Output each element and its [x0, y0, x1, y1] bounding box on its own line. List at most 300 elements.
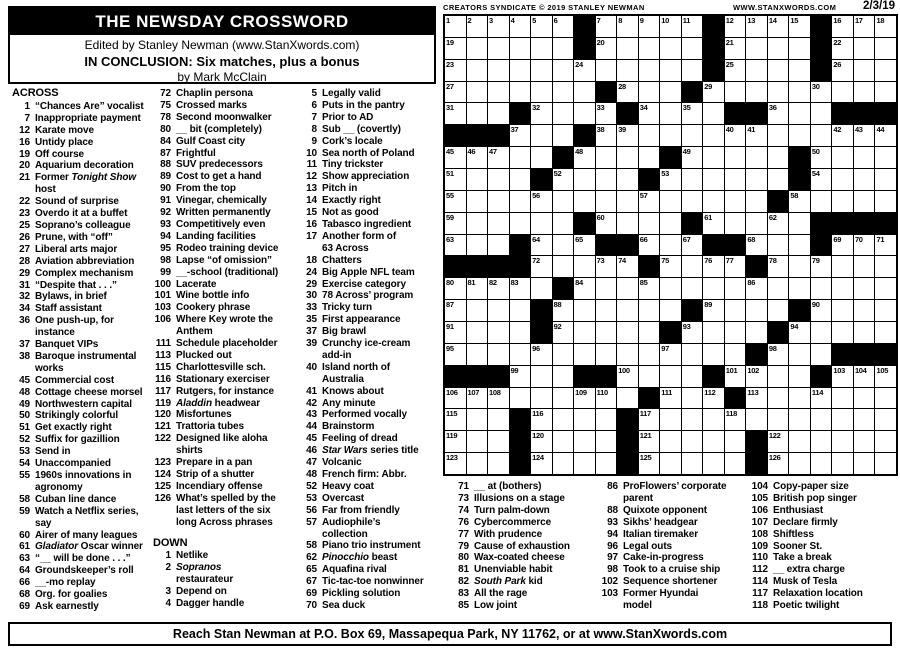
grid-cell[interactable] [832, 16, 853, 37]
grid-cell[interactable] [488, 82, 509, 103]
grid-cell[interactable] [445, 169, 466, 190]
grid-cell[interactable] [553, 16, 574, 37]
grid-cell[interactable] [854, 453, 875, 474]
grid-cell[interactable] [811, 103, 832, 124]
grid-cell[interactable] [510, 82, 531, 103]
grid-cell[interactable] [768, 431, 789, 452]
grid-cell[interactable] [789, 125, 810, 146]
grid-cell[interactable] [703, 453, 724, 474]
grid-cell[interactable] [510, 366, 531, 387]
grid-cell[interactable] [553, 322, 574, 343]
grid-cell[interactable] [725, 453, 746, 474]
grid-cell[interactable] [467, 388, 488, 409]
grid-cell[interactable] [617, 366, 638, 387]
grid-cell[interactable] [553, 235, 574, 256]
grid-cell[interactable] [832, 322, 853, 343]
grid-cell[interactable] [488, 388, 509, 409]
grid-cell[interactable] [832, 235, 853, 256]
grid-cell[interactable] [682, 344, 703, 365]
grid-cell[interactable] [596, 256, 617, 277]
grid-cell[interactable] [660, 366, 681, 387]
grid-cell[interactable] [660, 213, 681, 234]
grid-cell[interactable] [445, 60, 466, 81]
grid-cell[interactable] [768, 235, 789, 256]
grid-cell[interactable] [746, 388, 767, 409]
grid-cell[interactable] [553, 300, 574, 321]
grid-cell[interactable] [703, 191, 724, 212]
grid-cell[interactable] [832, 409, 853, 430]
grid-cell[interactable] [639, 125, 660, 146]
grid-cell[interactable] [553, 103, 574, 124]
grid-cell[interactable] [531, 409, 552, 430]
grid-cell[interactable] [639, 366, 660, 387]
grid-cell[interactable] [467, 344, 488, 365]
grid-cell[interactable] [789, 388, 810, 409]
grid-cell[interactable] [725, 344, 746, 365]
grid-cell[interactable] [553, 256, 574, 277]
grid-cell[interactable] [596, 278, 617, 299]
grid-cell[interactable] [789, 431, 810, 452]
grid-cell[interactable] [596, 409, 617, 430]
grid-cell[interactable] [832, 256, 853, 277]
grid-cell[interactable] [531, 431, 552, 452]
grid-cell[interactable] [725, 300, 746, 321]
grid-cell[interactable] [725, 16, 746, 37]
grid-cell[interactable] [811, 169, 832, 190]
grid-cell[interactable] [445, 38, 466, 59]
grid-cell[interactable] [445, 235, 466, 256]
grid-cell[interactable] [531, 125, 552, 146]
grid-cell[interactable] [488, 431, 509, 452]
grid-cell[interactable] [832, 388, 853, 409]
grid-cell[interactable] [488, 60, 509, 81]
grid-cell[interactable] [746, 16, 767, 37]
grid-cell[interactable] [875, 38, 896, 59]
grid-cell[interactable] [488, 16, 509, 37]
grid-cell[interactable] [725, 366, 746, 387]
grid-cell[interactable] [768, 388, 789, 409]
grid-cell[interactable] [703, 300, 724, 321]
grid-cell[interactable] [746, 235, 767, 256]
grid-cell[interactable] [703, 388, 724, 409]
grid-cell[interactable] [682, 38, 703, 59]
grid-cell[interactable] [854, 388, 875, 409]
grid-cell[interactable] [725, 60, 746, 81]
grid-cell[interactable] [789, 322, 810, 343]
grid-cell[interactable] [746, 322, 767, 343]
grid-cell[interactable] [725, 191, 746, 212]
grid-cell[interactable] [660, 125, 681, 146]
grid-cell[interactable] [682, 278, 703, 299]
grid-cell[interactable] [639, 344, 660, 365]
grid-cell[interactable] [682, 103, 703, 124]
grid-cell[interactable] [854, 38, 875, 59]
grid-cell[interactable] [854, 169, 875, 190]
grid-cell[interactable] [574, 82, 595, 103]
grid-cell[interactable] [596, 431, 617, 452]
grid-cell[interactable] [660, 300, 681, 321]
grid-cell[interactable] [488, 38, 509, 59]
grid-cell[interactable] [531, 82, 552, 103]
grid-cell[interactable] [574, 388, 595, 409]
grid-cell[interactable] [811, 453, 832, 474]
grid-cell[interactable] [488, 103, 509, 124]
grid-cell[interactable] [768, 213, 789, 234]
grid-cell[interactable] [789, 82, 810, 103]
grid-cell[interactable] [789, 366, 810, 387]
grid-cell[interactable] [789, 191, 810, 212]
grid-cell[interactable] [682, 256, 703, 277]
grid-cell[interactable] [660, 344, 681, 365]
grid-cell[interactable] [510, 213, 531, 234]
grid-cell[interactable] [725, 278, 746, 299]
grid-cell[interactable] [445, 16, 466, 37]
grid-cell[interactable] [445, 82, 466, 103]
grid-cell[interactable] [467, 300, 488, 321]
grid-cell[interactable] [445, 103, 466, 124]
grid-cell[interactable] [811, 344, 832, 365]
grid-cell[interactable] [531, 38, 552, 59]
grid-cell[interactable] [875, 322, 896, 343]
grid-cell[interactable] [553, 82, 574, 103]
grid-cell[interactable] [553, 431, 574, 452]
grid-cell[interactable] [768, 409, 789, 430]
grid-cell[interactable] [639, 60, 660, 81]
grid-cell[interactable] [875, 300, 896, 321]
grid-cell[interactable] [854, 256, 875, 277]
grid-cell[interactable] [445, 191, 466, 212]
grid-cell[interactable] [510, 388, 531, 409]
grid-cell[interactable] [445, 409, 466, 430]
grid-cell[interactable] [639, 431, 660, 452]
grid-cell[interactable] [553, 213, 574, 234]
grid-cell[interactable] [703, 409, 724, 430]
grid-cell[interactable] [682, 147, 703, 168]
grid-cell[interactable] [531, 60, 552, 81]
grid-cell[interactable] [488, 322, 509, 343]
grid-cell[interactable] [703, 147, 724, 168]
grid-cell[interactable] [854, 409, 875, 430]
grid-cell[interactable] [768, 169, 789, 190]
grid-cell[interactable] [488, 344, 509, 365]
grid-cell[interactable] [703, 213, 724, 234]
grid-cell[interactable] [596, 16, 617, 37]
grid-cell[interactable] [596, 344, 617, 365]
grid-cell[interactable] [596, 191, 617, 212]
grid-cell[interactable] [596, 169, 617, 190]
grid-cell[interactable] [682, 169, 703, 190]
grid-cell[interactable] [682, 453, 703, 474]
grid-cell[interactable] [617, 191, 638, 212]
grid-cell[interactable] [811, 191, 832, 212]
grid-cell[interactable] [746, 213, 767, 234]
grid-cell[interactable] [553, 191, 574, 212]
grid-cell[interactable] [725, 213, 746, 234]
grid-cell[interactable] [488, 213, 509, 234]
grid-cell[interactable] [531, 147, 552, 168]
grid-cell[interactable] [617, 169, 638, 190]
grid-cell[interactable] [875, 16, 896, 37]
grid-cell[interactable] [660, 409, 681, 430]
grid-cell[interactable] [531, 235, 552, 256]
grid-cell[interactable] [875, 256, 896, 277]
grid-cell[interactable] [617, 16, 638, 37]
grid-cell[interactable] [832, 169, 853, 190]
grid-cell[interactable] [660, 60, 681, 81]
grid-cell[interactable] [445, 278, 466, 299]
grid-cell[interactable] [660, 256, 681, 277]
grid-cell[interactable] [789, 235, 810, 256]
grid-cell[interactable] [467, 191, 488, 212]
grid-cell[interactable] [789, 256, 810, 277]
grid-cell[interactable] [467, 38, 488, 59]
grid-cell[interactable] [682, 125, 703, 146]
grid-cell[interactable] [510, 278, 531, 299]
grid-cell[interactable] [746, 169, 767, 190]
grid-cell[interactable] [768, 256, 789, 277]
grid-cell[interactable] [574, 235, 595, 256]
grid-cell[interactable] [574, 409, 595, 430]
grid-cell[interactable] [854, 300, 875, 321]
grid-cell[interactable] [467, 213, 488, 234]
grid-cell[interactable] [510, 38, 531, 59]
grid-cell[interactable] [639, 300, 660, 321]
grid-cell[interactable] [639, 16, 660, 37]
grid-cell[interactable] [617, 213, 638, 234]
grid-cell[interactable] [467, 409, 488, 430]
grid-cell[interactable] [746, 147, 767, 168]
grid-cell[interactable] [682, 235, 703, 256]
grid-cell[interactable] [746, 278, 767, 299]
grid-cell[interactable] [445, 431, 466, 452]
grid-cell[interactable] [467, 431, 488, 452]
grid-cell[interactable] [875, 453, 896, 474]
grid-cell[interactable] [467, 322, 488, 343]
grid-cell[interactable] [445, 344, 466, 365]
grid-cell[interactable] [574, 278, 595, 299]
grid-cell[interactable] [660, 16, 681, 37]
grid-cell[interactable] [682, 191, 703, 212]
grid-cell[interactable] [553, 409, 574, 430]
grid-cell[interactable] [467, 82, 488, 103]
grid-cell[interactable] [596, 125, 617, 146]
grid-cell[interactable] [811, 278, 832, 299]
grid-cell[interactable] [768, 103, 789, 124]
grid-cell[interactable] [617, 147, 638, 168]
grid-cell[interactable] [703, 256, 724, 277]
grid-cell[interactable] [682, 16, 703, 37]
grid-cell[interactable] [811, 125, 832, 146]
grid-cell[interactable] [811, 300, 832, 321]
grid-cell[interactable] [596, 453, 617, 474]
grid-cell[interactable] [789, 16, 810, 37]
grid-cell[interactable] [832, 278, 853, 299]
grid-cell[interactable] [746, 82, 767, 103]
grid-cell[interactable] [445, 322, 466, 343]
grid-cell[interactable] [488, 147, 509, 168]
grid-cell[interactable] [510, 60, 531, 81]
grid-cell[interactable] [510, 344, 531, 365]
grid-cell[interactable] [639, 409, 660, 430]
grid-cell[interactable] [832, 191, 853, 212]
grid-cell[interactable] [854, 16, 875, 37]
grid-cell[interactable] [832, 82, 853, 103]
grid-cell[interactable] [682, 409, 703, 430]
grid-cell[interactable] [811, 147, 832, 168]
grid-cell[interactable] [553, 344, 574, 365]
grid-cell[interactable] [725, 409, 746, 430]
grid-cell[interactable] [639, 38, 660, 59]
grid-cell[interactable] [617, 60, 638, 81]
grid-cell[interactable] [875, 388, 896, 409]
grid-cell[interactable] [617, 82, 638, 103]
grid-cell[interactable] [574, 344, 595, 365]
grid-cell[interactable] [875, 82, 896, 103]
grid-cell[interactable] [789, 60, 810, 81]
grid-cell[interactable] [660, 103, 681, 124]
grid-cell[interactable] [445, 388, 466, 409]
grid-cell[interactable] [531, 213, 552, 234]
grid-cell[interactable] [488, 300, 509, 321]
grid-cell[interactable] [660, 191, 681, 212]
grid-cell[interactable] [854, 235, 875, 256]
grid-cell[interactable] [725, 125, 746, 146]
grid-cell[interactable] [832, 60, 853, 81]
grid-cell[interactable] [789, 213, 810, 234]
grid-cell[interactable] [445, 213, 466, 234]
grid-cell[interactable] [531, 16, 552, 37]
grid-cell[interactable] [467, 103, 488, 124]
grid-cell[interactable] [854, 147, 875, 168]
grid-cell[interactable] [682, 388, 703, 409]
grid-cell[interactable] [832, 300, 853, 321]
grid-cell[interactable] [875, 278, 896, 299]
grid-cell[interactable] [488, 453, 509, 474]
grid-cell[interactable] [488, 409, 509, 430]
grid-cell[interactable] [768, 125, 789, 146]
grid-cell[interactable] [553, 38, 574, 59]
grid-cell[interactable] [703, 278, 724, 299]
grid-cell[interactable] [617, 388, 638, 409]
grid-cell[interactable] [553, 388, 574, 409]
grid-cell[interactable] [746, 366, 767, 387]
grid-cell[interactable] [639, 191, 660, 212]
grid-cell[interactable] [639, 103, 660, 124]
grid-cell[interactable] [510, 16, 531, 37]
grid-cell[interactable] [746, 60, 767, 81]
grid-cell[interactable] [639, 235, 660, 256]
grid-cell[interactable] [768, 147, 789, 168]
grid-cell[interactable] [660, 235, 681, 256]
grid-cell[interactable] [811, 431, 832, 452]
grid-cell[interactable] [682, 366, 703, 387]
grid-cell[interactable] [854, 431, 875, 452]
grid-cell[interactable] [510, 300, 531, 321]
grid-cell[interactable] [768, 82, 789, 103]
grid-cell[interactable] [488, 191, 509, 212]
grid-cell[interactable] [617, 125, 638, 146]
grid-cell[interactable] [639, 147, 660, 168]
grid-cell[interactable] [832, 125, 853, 146]
grid-cell[interactable] [488, 278, 509, 299]
grid-cell[interactable] [682, 322, 703, 343]
grid-cell[interactable] [639, 453, 660, 474]
grid-cell[interactable] [789, 344, 810, 365]
grid-cell[interactable] [768, 38, 789, 59]
grid-cell[interactable] [703, 322, 724, 343]
grid-cell[interactable] [596, 322, 617, 343]
grid-cell[interactable] [703, 82, 724, 103]
grid-cell[interactable] [574, 256, 595, 277]
grid-cell[interactable] [574, 103, 595, 124]
grid-cell[interactable] [660, 82, 681, 103]
grid-cell[interactable] [510, 191, 531, 212]
grid-cell[interactable] [789, 278, 810, 299]
grid-cell[interactable] [574, 453, 595, 474]
grid-cell[interactable] [617, 38, 638, 59]
grid-cell[interactable] [553, 366, 574, 387]
grid-cell[interactable] [854, 322, 875, 343]
grid-cell[interactable] [854, 278, 875, 299]
grid-cell[interactable] [660, 453, 681, 474]
grid-cell[interactable] [703, 169, 724, 190]
grid-cell[interactable] [596, 38, 617, 59]
grid-cell[interactable] [660, 38, 681, 59]
grid-cell[interactable] [768, 453, 789, 474]
grid-cell[interactable] [660, 169, 681, 190]
grid-cell[interactable] [510, 125, 531, 146]
grid-cell[interactable] [832, 147, 853, 168]
grid-cell[interactable] [639, 82, 660, 103]
grid-cell[interactable] [574, 147, 595, 168]
grid-cell[interactable] [660, 388, 681, 409]
grid-cell[interactable] [789, 38, 810, 59]
grid-cell[interactable] [875, 409, 896, 430]
grid-cell[interactable] [768, 344, 789, 365]
grid-cell[interactable] [617, 278, 638, 299]
grid-cell[interactable] [531, 344, 552, 365]
grid-cell[interactable] [746, 191, 767, 212]
grid-cell[interactable] [488, 169, 509, 190]
grid-cell[interactable] [875, 125, 896, 146]
grid-cell[interactable] [639, 278, 660, 299]
grid-cell[interactable] [832, 366, 853, 387]
grid-cell[interactable] [725, 169, 746, 190]
grid-cell[interactable] [682, 431, 703, 452]
grid-cell[interactable] [574, 169, 595, 190]
grid-cell[interactable] [811, 388, 832, 409]
grid-cell[interactable] [875, 431, 896, 452]
grid-cell[interactable] [467, 16, 488, 37]
grid-cell[interactable] [445, 453, 466, 474]
grid-cell[interactable] [531, 256, 552, 277]
grid-cell[interactable] [682, 60, 703, 81]
grid-cell[interactable] [832, 453, 853, 474]
grid-cell[interactable] [617, 344, 638, 365]
grid-cell[interactable] [703, 344, 724, 365]
grid-cell[interactable] [574, 191, 595, 212]
grid-cell[interactable] [531, 278, 552, 299]
grid-cell[interactable] [467, 60, 488, 81]
grid-cell[interactable] [768, 300, 789, 321]
grid-cell[interactable] [875, 169, 896, 190]
grid-cell[interactable] [875, 60, 896, 81]
grid-cell[interactable] [596, 388, 617, 409]
grid-cell[interactable] [789, 409, 810, 430]
grid-cell[interactable] [811, 256, 832, 277]
grid-cell[interactable] [703, 103, 724, 124]
grid-cell[interactable] [660, 278, 681, 299]
